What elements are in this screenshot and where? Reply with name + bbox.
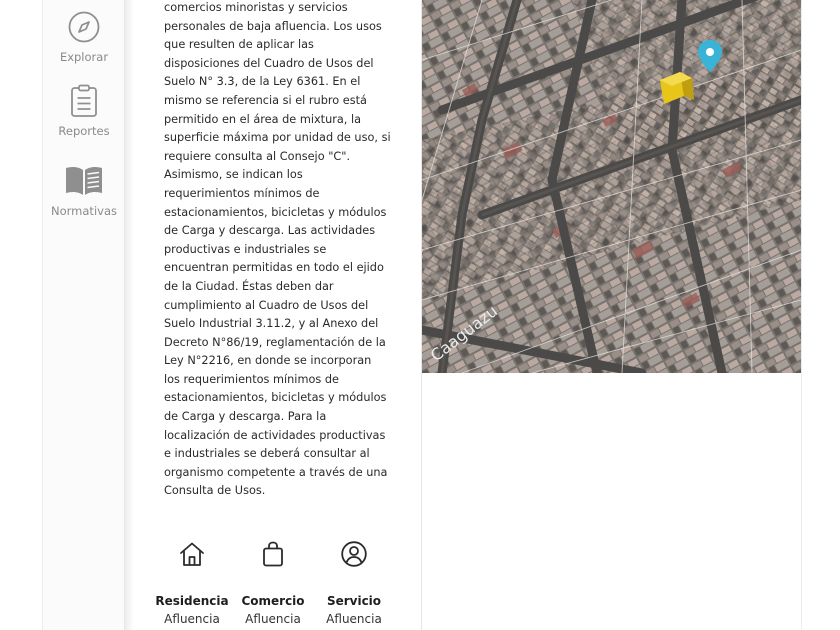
description-line: de Carga y descarga. Para la <box>164 410 327 424</box>
house-icon <box>178 540 206 568</box>
map-canvas[interactable] <box>422 0 801 373</box>
aerial-map[interactable] <box>422 0 801 373</box>
category-title: Residencia <box>155 594 229 608</box>
description-line: estacionamientos, bicicletas y módulos <box>164 391 387 405</box>
category-residencia[interactable] <box>152 540 232 626</box>
description-line: permitido en el área de mixtura, la <box>164 112 362 126</box>
sidebar-item-explorar[interactable] <box>43 10 125 64</box>
description-line: requerimientos mínimos de <box>164 186 320 200</box>
category-comercio[interactable] <box>233 540 313 626</box>
description-line: Ley N°2216, en donde se incorporan <box>164 354 372 368</box>
description-line: localización de actividades productivas <box>164 428 386 442</box>
panel-shadow <box>124 0 134 630</box>
description-line: Asimismo, se indican los <box>164 168 303 182</box>
description-line: comercios minoristas y servicios <box>164 1 348 14</box>
description-line: que resulten de aplicar las <box>164 38 314 52</box>
category-servicio[interactable] <box>314 540 394 626</box>
info-panel <box>134 0 422 630</box>
sidebar-item-label: Explorar <box>59 50 109 64</box>
description-line: Suelo N° 3.3, de la Ley 6361. En el <box>164 75 361 89</box>
description-line: Suelo Industrial 3.11.2, y al Anexo del <box>164 317 379 331</box>
description-line: personales de baja afluencia. Los usos <box>164 19 382 33</box>
compass-icon <box>67 10 101 44</box>
description-line: disposiciones del Cuadro de Usos del <box>164 56 374 70</box>
right-divider <box>801 0 802 630</box>
category-subtitle: Afluencia <box>326 612 382 626</box>
description-line: e industriales se deberá consultar al <box>164 447 370 461</box>
shopping-bag-icon <box>259 540 287 568</box>
sidebar-item-normativas[interactable] <box>43 164 125 218</box>
sidebar-item-reportes[interactable] <box>43 84 125 138</box>
description-line: cumplimiento al Cuadro de Usos del <box>164 298 369 312</box>
description-line: estacionamientos, bicicletas y módulos <box>164 205 387 219</box>
description-line: mismo se referencia si el rubro está <box>164 93 367 107</box>
category-subtitle: Afluencia <box>245 612 301 626</box>
usage-description <box>164 0 391 501</box>
description-line: Decreto N°86/19, reglamentación de la <box>164 335 386 349</box>
category-subtitle: Afluencia <box>164 612 220 626</box>
description-line: de la Ciudad. Éstas deben dar <box>164 279 334 293</box>
street-label: Caaguazu <box>426 301 502 366</box>
book-icon <box>64 164 104 198</box>
sidebar-nav <box>42 0 125 630</box>
description-line: Consulta de Usos. <box>164 484 266 498</box>
description-line: productivas e industriales se <box>164 242 327 256</box>
user-circle-icon <box>340 540 368 568</box>
description-line: superficie máxima por unidad de uso, si <box>164 131 391 145</box>
map-empty-area <box>422 373 801 630</box>
description-line: requiere consulta al Consejo "C". <box>164 149 351 163</box>
sidebar-item-label: Reportes <box>58 124 110 138</box>
description-line: organismo competente a través de una <box>164 465 388 479</box>
description-line: de Carga y descarga. Las actividades <box>164 224 376 238</box>
category-title: Servicio <box>326 594 382 608</box>
clipboard-icon <box>69 84 99 118</box>
category-title: Comercio <box>241 594 305 608</box>
sidebar-item-label: Normativas <box>51 204 117 218</box>
category-row <box>152 540 392 630</box>
description-line: encuentran permitidas en todo el ejido <box>164 261 384 275</box>
description-line: los requerimientos mínimos de <box>164 372 339 386</box>
